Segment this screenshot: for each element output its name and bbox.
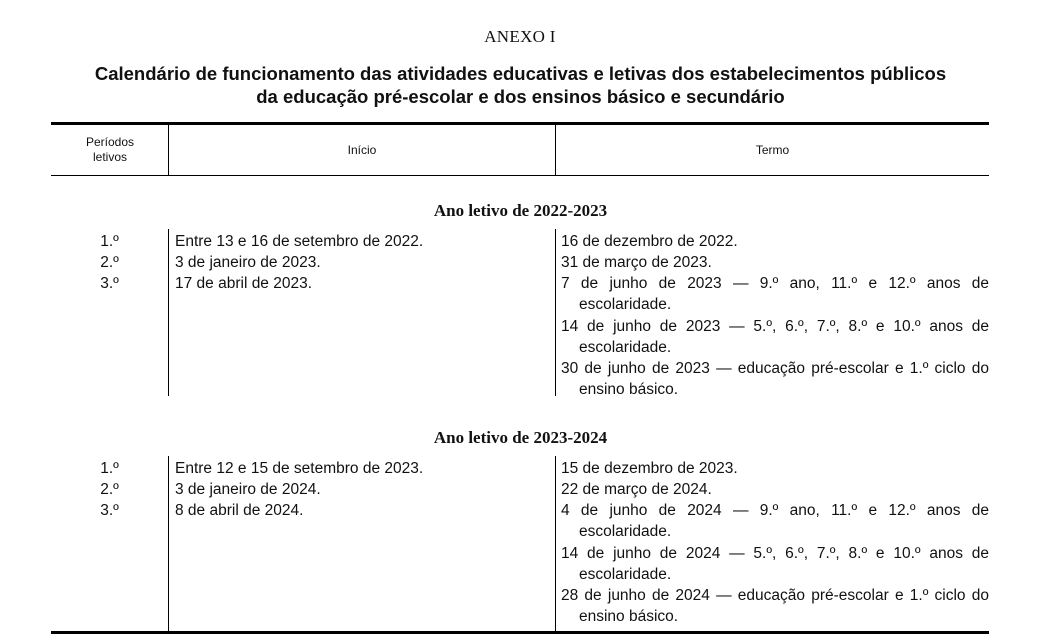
year-heading-2022-2023: Ano letivo de 2022-2023 [433, 201, 608, 220]
period-end-date: 7 de junho de 2023 — 9.º ano, 11.º e 12.º anos de escolaridade. [561, 275, 989, 313]
period-end-date: 31 de março de 2023. [561, 254, 712, 271]
period-end-date: 30 de junho de 2023 — educação pré-escolar e 1.º ciclo do ensino básico. [561, 360, 989, 398]
period-end-date: 22 de março de 2024. [561, 481, 712, 498]
header-end: Termo [755, 142, 790, 157]
period-end-date: 15 de dezembro de 2023. [561, 460, 738, 477]
period-number: 2.º [100, 481, 119, 498]
header-periods [52, 125, 168, 175]
document-title [52, 62, 989, 108]
period-end-date: 14 de junho de 2023 — 5.º, 6.º, 7.º, 8.º e 10.º anos de escolaridade. [561, 318, 989, 356]
body-divider-1-year-2 [168, 456, 169, 631]
period-start-date: Entre 13 e 16 de setembro de 2022. [175, 233, 424, 250]
table-header-rule [51, 175, 989, 176]
period-start-date: 3 de janeiro de 2024. [175, 481, 321, 498]
period-end-date: 28 de junho de 2024 — educação pré-escolar e 1.º ciclo do ensino básico. [561, 587, 989, 625]
period-start-date: 3 de janeiro de 2023. [175, 254, 321, 271]
period-start-date: 17 de abril de 2023. [175, 275, 313, 292]
header-start: Início [347, 142, 377, 157]
period-end-date: 16 de dezembro de 2022. [561, 233, 738, 250]
title-line-2: da educação pré-escolar e dos ensinos básico e secundário [256, 86, 785, 107]
header-periods-label: Períodos letivos [85, 135, 135, 164]
period-number: 1.º [100, 460, 119, 477]
year-heading-2023-2024: Ano letivo de 2023-2024 [433, 428, 608, 447]
body-divider-2-year-2 [555, 456, 556, 631]
body-divider-2-year-1 [555, 229, 556, 396]
annex-label: ANEXO I [484, 27, 556, 46]
period-number: 1.º [100, 233, 119, 250]
period-end-date: 14 de junho de 2024 — 5.º, 6.º, 7.º, 8.º e 10.º anos de escolaridade. [561, 545, 989, 583]
period-number: 2.º [100, 254, 119, 271]
body-divider-1-year-1 [168, 229, 169, 396]
table-bottom-rule [51, 631, 989, 634]
period-start-date: Entre 12 e 15 de setembro de 2023. [175, 460, 424, 477]
period-end-date: 4 de junho de 2024 — 9.º ano, 11.º e 12.º anos de escolaridade. [561, 502, 989, 540]
period-start-date: 8 de abril de 2024. [175, 502, 304, 519]
period-number: 3.º [100, 502, 119, 519]
period-number: 3.º [100, 275, 119, 292]
title-line-1: Calendário de funcionamento das atividades educativas e letivas dos estabelecimentos públicos [94, 63, 947, 84]
